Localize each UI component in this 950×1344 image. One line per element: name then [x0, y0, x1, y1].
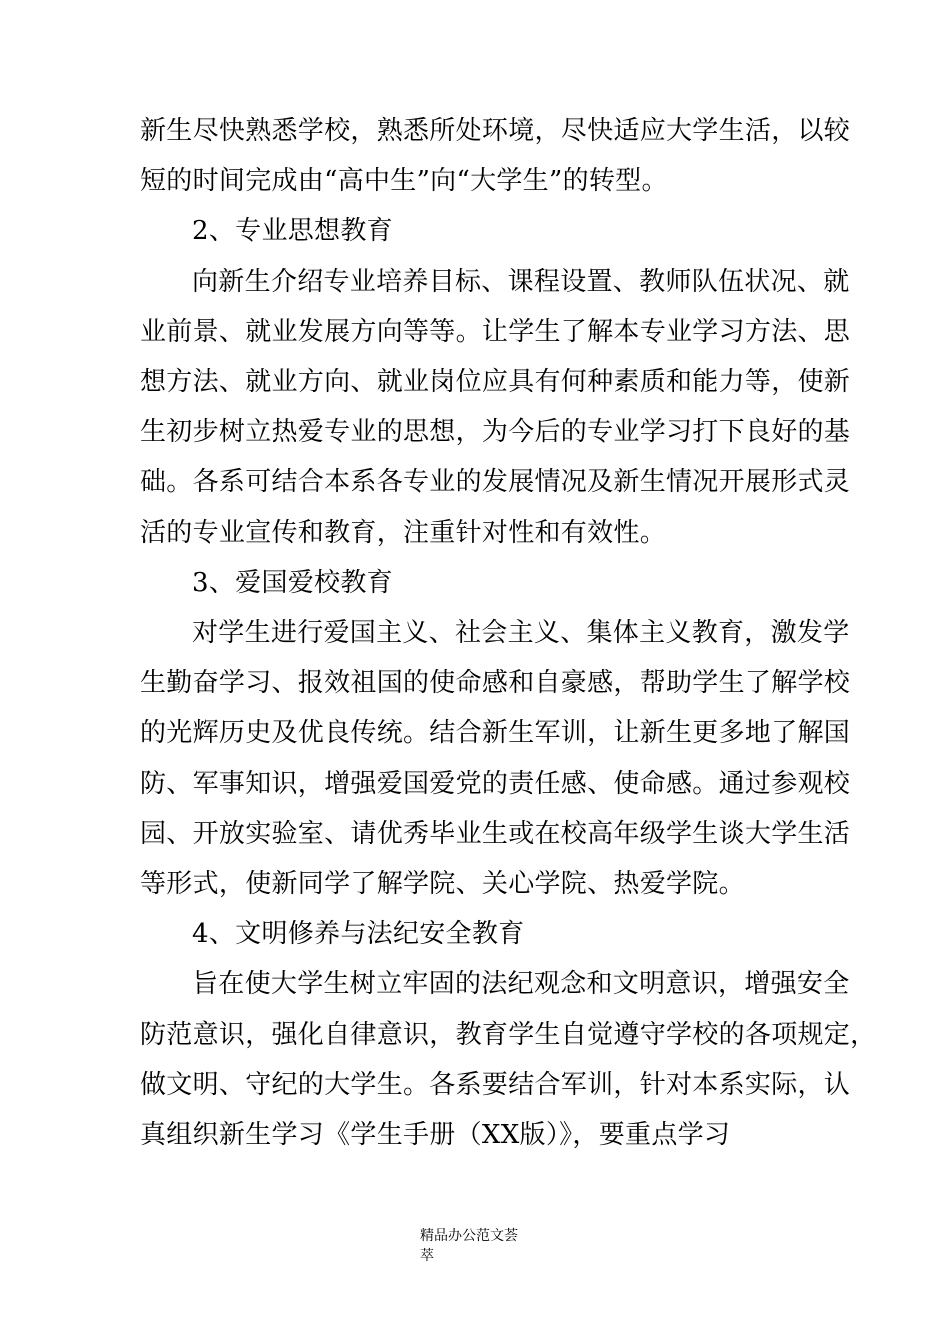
- text-line-9: 活的专业宣传和教育，注重针对性和有效性。: [140, 517, 667, 548]
- text-line-19: 防范意识，强化自律意识，教育学生自觉遵守学校的各项规定，: [140, 1019, 877, 1050]
- section-heading-3: 3、爱国爱校教育: [192, 567, 393, 598]
- text-line-5: 业前景、就业发展方向等等。让学生了解本专业学习方法、思: [140, 316, 851, 347]
- page-footer: [420, 1226, 550, 1266]
- text-line-4: 向新生介绍专业培养目标、课程设置、教师队伍状况、就: [192, 266, 850, 297]
- footer-line-1: 精品办公范文荟: [420, 1228, 518, 1244]
- text-line-11: 对学生进行爱国主义、社会主义、集体主义教育，激发学: [192, 618, 850, 649]
- text-line-15: 园、开放实验室、请优秀毕业生或在校高年级学生谈大学生活: [140, 818, 851, 849]
- section-heading-4: 4、文明修养与法纪安全教育: [192, 919, 525, 950]
- text-line-20: 做文明、守纪的大学生。各系要结合军训，针对本系实际，认: [140, 1069, 851, 1100]
- text-line-2: 短的时间完成由“高中生”向“大学生”的转型。: [140, 166, 668, 197]
- text-line-7: 生初步树立热爱专业的思想，为今后的专业学习打下良好的基: [140, 417, 851, 448]
- section-heading-2: 2、专业思想教育: [192, 216, 393, 247]
- text-line-16: 等形式，使新同学了解学院、关心学院、热爱学院。: [140, 869, 745, 900]
- text-line-13: 的光辉历史及优良传统。结合新生军训，让新生更多地了解国: [140, 718, 851, 749]
- document-body: [140, 106, 877, 1160]
- text-line-8: 础。各系可结合本系各专业的发展情况及新生情况开展形式灵: [140, 467, 851, 498]
- footer-line-2: 萃: [420, 1248, 434, 1264]
- text-line-12: 生勤奋学习、报效祖国的使命感和自豪感，帮助学生了解学校: [140, 668, 851, 699]
- text-line-6: 想方法、就业方向、就业岗位应具有何种素质和能力等，使新: [140, 367, 851, 398]
- text-line-14: 防、军事知识，增强爱国爱党的责任感、使命感。通过参观校: [140, 768, 851, 799]
- text-line-21: 真组织新生学习《学生手册（XX版）》，要重点学习: [140, 1120, 731, 1151]
- text-line-18: 旨在使大学生树立牢固的法纪观念和文明意识，增强安全: [192, 969, 850, 1000]
- text-line-1: 新生尽快熟悉学校，熟悉所处环境，尽快适应大学生活，以较: [140, 116, 851, 146]
